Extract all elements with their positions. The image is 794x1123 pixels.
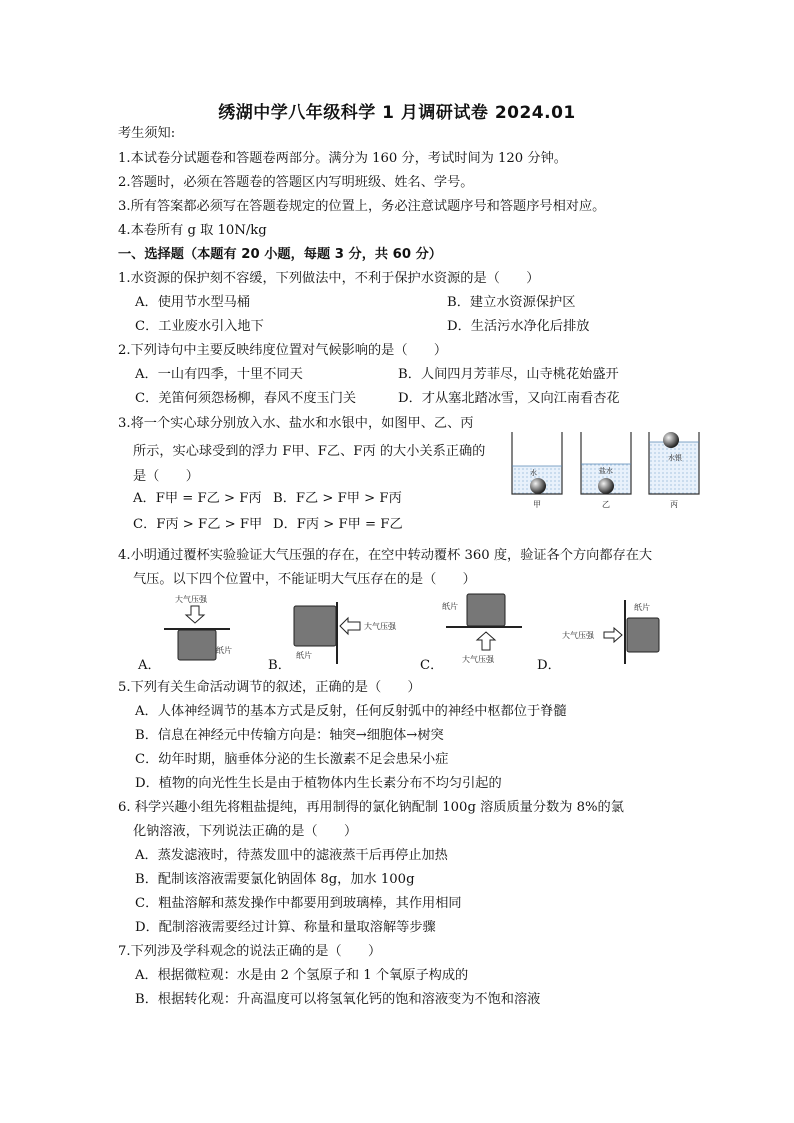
figure-label: 乙: [602, 500, 610, 509]
q1-option-a: A．使用节水型马桶: [135, 295, 251, 310]
q4-option-d: D．: [537, 658, 561, 673]
q4-figure-b: [290, 600, 440, 668]
cup: [627, 618, 659, 652]
air-pressure-label: 大气压强: [364, 622, 396, 631]
liquid-label: 水: [530, 469, 537, 477]
q2-option-b: B．人间四月芳菲尽，山寺桃花始盛开: [398, 367, 619, 382]
q4-option-b: B．: [268, 658, 291, 673]
q3-beakers-figure: [506, 428, 706, 512]
cup: [178, 630, 216, 660]
question-5-stem: 5.下列有关生命活动调节的叙述，正确的是（ ）: [118, 680, 421, 695]
air-pressure-label: 大气压强: [562, 631, 594, 640]
notice-heading: 考生须知:: [118, 126, 176, 141]
beaker-jia: [512, 432, 562, 494]
liquid-label: 盐水: [599, 467, 613, 475]
arrow-down-icon: [186, 606, 204, 623]
q4-option-a: A．: [138, 658, 161, 673]
paper-label: 纸片: [216, 646, 232, 655]
q4-figure-c: [440, 592, 535, 668]
q3-option-b: B．F乙 > F甲 > F丙: [273, 491, 402, 506]
paper-label: 纸片: [634, 603, 650, 612]
q3-option-d: D．F丙 > F甲 = F乙: [273, 517, 403, 532]
q3-option-a: A．F甲 = F乙 > F丙: [133, 491, 262, 506]
figure-label: 甲: [533, 500, 541, 509]
liquid-label: 水银: [668, 454, 682, 462]
q5-option-a: A．人体神经调节的基本方式是反射，任何反射弧中的神经中枢都位于脊髓: [135, 704, 567, 719]
notice-item: 2.答题时，必须在答题卷的答题区内写明班级、姓名、学号。: [118, 175, 474, 190]
q4-figure-a: [158, 593, 248, 668]
arrow-right-icon: [604, 628, 622, 642]
q1-option-d: D．生活污水净化后排放: [447, 319, 590, 334]
paper-label: 纸片: [296, 651, 312, 660]
cup: [294, 606, 336, 646]
q1-option-c: C．工业废水引入地下: [135, 319, 264, 334]
q4-figure-d: [560, 598, 670, 668]
notice-item: 3.所有答案都必须写在答题卷规定的位置上，务必注意试题序号和答题序号相对应。: [118, 199, 606, 214]
beaker-yi: [581, 432, 631, 494]
beaker-bing: [649, 432, 699, 494]
q6-option-a: A．蒸发滤液时，待蒸发皿中的滤液蒸干后再停止加热: [135, 848, 448, 863]
q6-option-c: C．粗盐溶解和蒸发操作中都要用到玻璃棒，其作用相同: [135, 896, 462, 911]
q2-option-a: A．一山有四季，十里不同天: [135, 367, 303, 382]
q2-option-c: C．羌笛何须怨杨柳，春风不度玉门关: [135, 391, 357, 406]
question-3-stem: 是（ ）: [133, 469, 199, 484]
figure-label: 丙: [670, 500, 678, 509]
page-title: 绣湖中学八年级科学 1 月调研试卷 2024.01: [218, 103, 576, 123]
q5-option-c: C．幼年时期，脑垂体分泌的生长激素不足会患呆小症: [135, 752, 449, 767]
question-3-stem: 3.将一个实心球分别放入水、盐水和水银中，如图甲、乙、丙: [118, 416, 474, 431]
q5-option-b: B．信息在神经元中传输方向是：轴突→细胞体→树突: [135, 728, 444, 743]
q6-option-b: B．配制该溶液需要氯化钠固体 8g，加水 100g: [135, 872, 415, 887]
paper-label: 纸片: [442, 602, 458, 611]
air-pressure-label: 大气压强: [462, 655, 494, 664]
air-pressure-label: 大气压强: [175, 595, 207, 604]
arrow-up-icon: [477, 632, 495, 650]
q7-option-b: B．根据转化观：升高温度可以将氢氧化钙的饱和溶液变为不饱和溶液: [135, 992, 541, 1007]
question-6-stem: 6. 科学兴趣小组先将粗盐提纯，再用制得的氯化钠配制 100g 溶质质量分数为 8%的氯: [118, 800, 624, 815]
question-6-stem: 化钠溶液，下列说法正确的是（ ）: [133, 824, 358, 839]
q6-option-d: D．配制溶液需要经过计算、称量和量取溶解等步骤: [135, 920, 436, 935]
question-7-stem: 7.下列涉及学科观念的说法正确的是（ ）: [118, 944, 382, 959]
notice-item: 4.本卷所有 g 取 10N/kg: [118, 223, 267, 238]
q1-option-b: B．建立水资源保护区: [447, 295, 576, 310]
question-2-stem: 2.下列诗句中主要反映纬度位置对气候影响的是（ ）: [118, 343, 448, 358]
ball-floating: [663, 432, 679, 448]
ball-sunk: [598, 478, 614, 494]
notice-item: 1.本试卷分试题卷和答题卷两部分。满分为 160 分，考试时间为 120 分钟。: [118, 151, 567, 166]
q7-option-a: A．根据微粒观：水是由 2 个氢原子和 1 个氧原子构成的: [135, 968, 469, 983]
arrow-left-icon: [340, 618, 360, 634]
q4-option-c: C．: [420, 658, 444, 673]
q3-option-c: C．F丙 > F乙 > F甲: [133, 517, 263, 532]
question-3-stem: 所示，实心球受到的浮力 F甲、F乙、F丙 的大小关系正确的: [133, 444, 486, 459]
question-1-stem: 1.水资源的保护刻不容缓，下列做法中，不利于保护水资源的是（ ）: [118, 271, 540, 286]
question-4-stem: 4.小明通过覆杯实验验证大气压强的存在，在空中转动覆杯 360 度，验证各个方向都存在大: [118, 548, 653, 563]
question-4-stem: 气压。以下四个位置中，不能证明大气压存在的是（ ）: [133, 572, 476, 587]
section-heading: 一、选择题（本题有 20 小题，每题 3 分，共 60 分）: [118, 247, 442, 262]
q5-option-d: D．植物的向光性生长是由于植物体内生长素分布不均匀引起的: [135, 776, 502, 791]
ball-sunk: [530, 478, 546, 494]
cup: [467, 594, 505, 626]
q2-option-d: D．才从塞北踏冰雪，又向江南看杏花: [398, 391, 620, 406]
